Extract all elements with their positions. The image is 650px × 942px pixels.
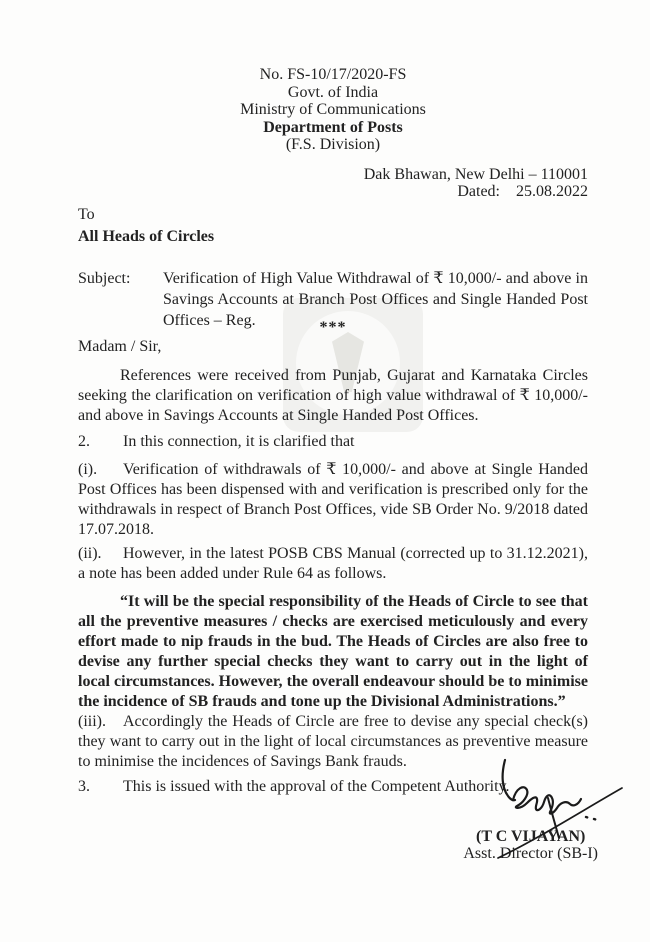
place-date-block — [78, 166, 588, 201]
org-division: (F.S. Division) — [285, 136, 381, 153]
date-line — [78, 183, 588, 201]
signatory-name: (T C VIJAYAN) — [475, 828, 586, 845]
signature-scribble — [448, 748, 648, 863]
paragraph-references: References were received from Punjab, Gujarat and Karnataka Circles seeking the clarification on verification of high value withdrawal of ₹ 10,000/- and above in Savings Accounts at Single Handed Post Offices. — [78, 366, 588, 424]
paragraph-iii-marker: (iii). — [78, 712, 106, 730]
org-ministry: Ministry of Communications — [240, 101, 426, 118]
paragraph-ii — [78, 544, 588, 584]
paragraph-i — [78, 460, 588, 540]
subject-label: Subject: — [78, 269, 131, 287]
paragraph-iii-text: Accordingly the Heads of Circle are free to devise any special check(s) they want to carry out in the light of local circumstances as preventive measure to minimise the incidences of Savings Bank frauds. — [78, 712, 588, 770]
org-department: Department of Posts — [263, 118, 403, 136]
paragraph-2-text: In this connection, it is clarified that — [123, 432, 355, 450]
paragraph-2 — [78, 432, 588, 452]
to-label: To — [78, 205, 95, 223]
addressee: All Heads of Circles — [78, 227, 215, 245]
subject-text: Verification of High Value Withdrawal of ₹ 10,000/- and above in Savings Accounts at Branch Post Offices and Single Handed Post Offices – Reg. — [163, 269, 588, 329]
letter-body — [78, 66, 588, 797]
paragraph-i-text: Verification of withdrawals of ₹ 10,000/- and above at Single Handed Post Offices has been dispensed with and verification is prescribed only for the withdrawals in respect of Branch Post Offices, vide SB Order No. 9/2018 dated 17.07.2018. — [78, 460, 588, 538]
ref-number: No. FS-10/17/2020-FS — [259, 66, 407, 83]
paragraph-ii-text: However, in the latest POSB CBS Manual (corrected up to 31.12.2021), a note has been added under Rule 64 as follows. — [78, 544, 588, 582]
paragraph-3-marker: 3. — [78, 777, 90, 795]
org-country: Govt. of India — [287, 83, 379, 101]
date-label: Dated: — [457, 183, 500, 200]
signatory-designation: Asst. Director (SB-I) — [463, 845, 598, 862]
place-line: Dak Bhawan, New Delhi – 110001 — [363, 165, 588, 183]
asterisk-separator: *** — [319, 318, 347, 336]
paragraph-3-text: This is issued with the approval of the Competent Authority. — [123, 777, 510, 795]
paragraph-i-marker: (i). — [78, 460, 98, 478]
letter-head — [78, 66, 588, 154]
paragraph-ii-marker: (ii). — [78, 544, 102, 562]
date-value: 25.08.2022 — [516, 183, 588, 200]
paragraph-quote: “It will be the special responsibility of the Heads of Circle to see that all the preventive measures / checks are exercised meticulously and every effort made to nip frauds in the bud. The Heads of Circles are also free to devise any further special checks they want to carry out in the light of local circumstances. However, the overall endeavour should be to minimise the incidence of SB frauds and tone up the Divisional Administrations.” — [78, 592, 588, 710]
paragraph-2-marker: 2. — [78, 432, 90, 450]
salutation: Madam / Sir, — [78, 337, 162, 355]
